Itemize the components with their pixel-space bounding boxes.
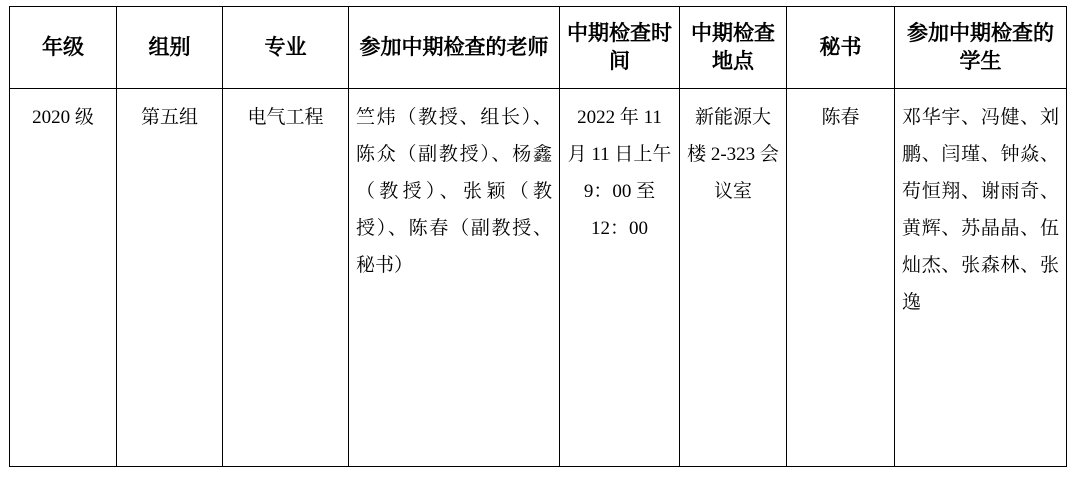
- cell-secretary: 陈春: [787, 89, 895, 467]
- cell-group: 第五组: [117, 89, 223, 467]
- cell-students: 邓华宇、冯健、刘鹏、闫瑾、钟焱、苟恒翔、谢雨奇、黄辉、苏晶晶、伍灿杰、张森林、张逸: [895, 89, 1067, 467]
- header-place: 中期检查地点: [680, 7, 787, 89]
- cell-major: 电气工程: [223, 89, 349, 467]
- table-row: [10, 89, 1067, 467]
- document-page: [0, 6, 1075, 478]
- cell-teachers: 竺炜（教授、组长）、陈众（副教授）、杨鑫（教授）、张颖（教授）、陈春（副教授、秘书）: [349, 89, 560, 467]
- header-secretary: 秘书: [787, 7, 895, 89]
- midterm-check-table: [9, 6, 1067, 467]
- header-teachers: 参加中期检查的老师: [349, 7, 560, 89]
- header-major: 专业: [223, 7, 349, 89]
- table-body: [10, 89, 1067, 467]
- header-time: 中期检查时间: [560, 7, 680, 89]
- cell-time: 2022 年 11 月 11 日上午 9：00 至 12：00: [560, 89, 680, 467]
- cell-place: 新能源大楼 2-323 会议室: [680, 89, 787, 467]
- header-row: [10, 7, 1067, 89]
- table-header: [10, 7, 1067, 89]
- header-group: 组别: [117, 7, 223, 89]
- cell-grade: 2020 级: [10, 89, 117, 467]
- header-grade: 年级: [10, 7, 117, 89]
- header-students: 参加中期检查的学生: [895, 7, 1067, 89]
